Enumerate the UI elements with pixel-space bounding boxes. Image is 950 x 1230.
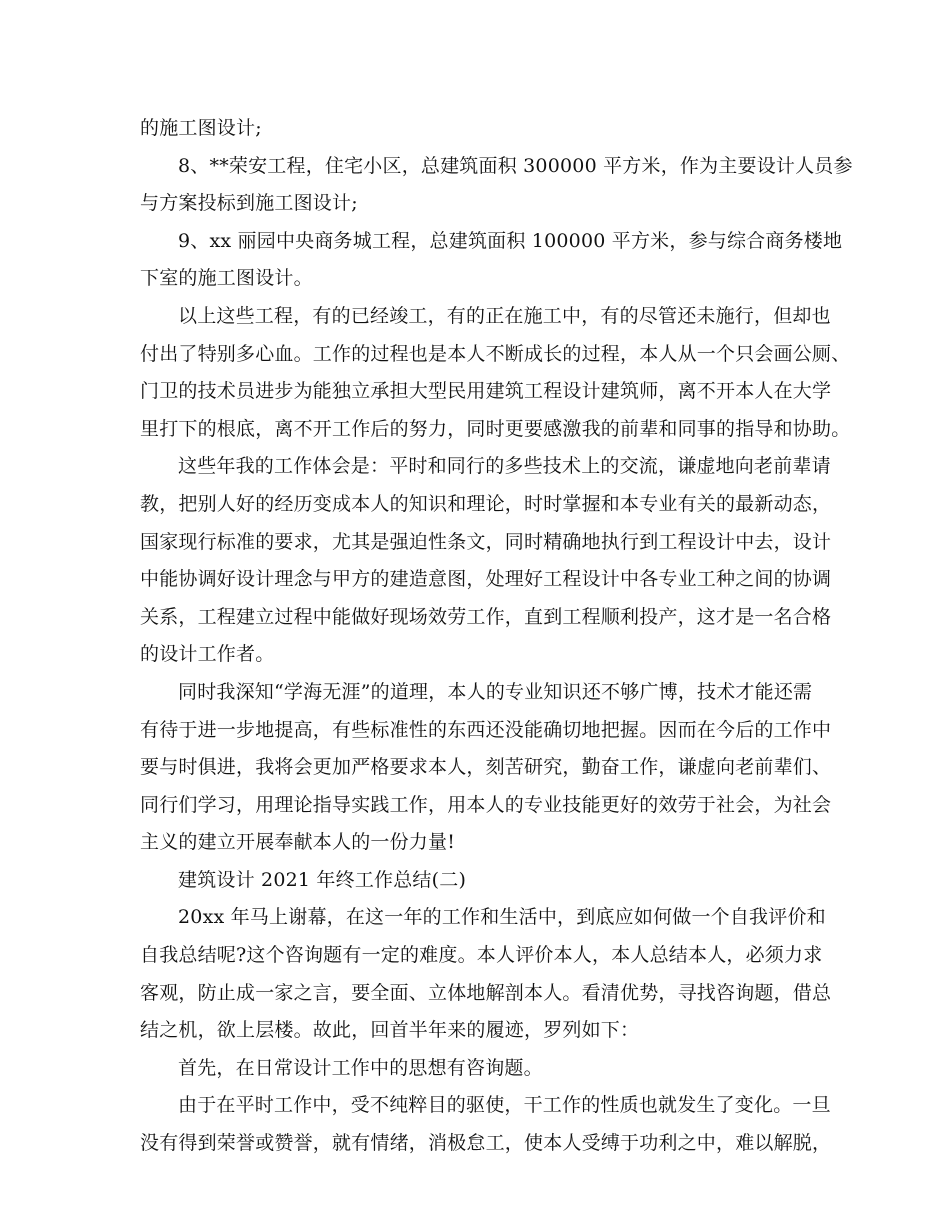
text-line: 以上这些工程，有的已经竣工，有的正在施工中，有的尽管还未施行，但却也 [178, 304, 831, 327]
text-line: 由于在平时工作中，受不纯粹目的驱使，干工作的性质也就发生了变化。一旦 [178, 1094, 831, 1117]
document-body [140, 110, 853, 1163]
text-line: 结之机，欲上层楼。故此，回首半年来的履迹，罗列如下： [140, 1019, 640, 1042]
text-line: 中能协调好设计理念与甲方的建造意图，处理好工程设计中各专业工种之间的协调 [140, 568, 832, 591]
text-line: 同行们学习，用理论指导实践工作，用本人的专业技能更好的效劳于社会，为社会 [140, 793, 832, 816]
text-line: 主义的建立开展奉献本人的一份力量! [140, 831, 456, 854]
text-line: 的设计工作者。 [140, 643, 275, 666]
text-line: 这些年我的工作体会是：平时和同行的多些技术上的交流，谦虚地向老前辈请 [178, 455, 831, 478]
text-line: 教，把别人好的经历变成本人的知识和理论，时时掌握和本专业有关的最新动态， [140, 492, 832, 515]
text-line: 的施工图设计; [140, 117, 262, 139]
text-line: 9、xx 丽园中央商务城工程，总建筑面积 100000 平方米，参与综合商务楼地 [178, 229, 843, 252]
text-line: 与方案投标到施工图设计; [140, 192, 358, 215]
text-line: 20xx 年马上谢幕，在这一年的工作和生活中，到底应如何做一个自我评价和 [178, 906, 826, 929]
text-line: 下室的施工图设计。 [140, 267, 313, 290]
text-line: 客观，防止成一家之言，要全面、立体地解剖本人。看清优势，寻找咨询题，借总 [140, 981, 832, 1004]
text-line: 门卫的技术员进步为能独立承担大型民用建筑工程设计建筑师，离不开本人在大学 [140, 380, 832, 403]
text-line: 没有得到荣誉或赞誉，就有情绪，消极怠工，使本人受缚于功利之中，难以解脱， [140, 1132, 832, 1155]
text-line: 关系，工程建立过程中能做好现场效劳工作，直到工程顺利投产，这才是一名合格 [140, 605, 832, 628]
text-line: 同时我深知“学海无涯”的道理，本人的专业知识还不够广博，技术才能还需 [178, 680, 813, 703]
text-line: 有待于进一步地提高，有些标准性的东西还没能确切地把握。因而在今后的工作中 [140, 718, 832, 741]
text-line: 自我总结呢?这个咨询题有一定的难度。本人评价本人，本人总结本人，必须力求 [140, 944, 823, 967]
text-line: 里打下的根底，离不开工作后的努力，同时更要感激我的前辈和同事的指导和协助。 [140, 417, 851, 440]
text-line: 建筑设计 2021 年终工作总结(二) [178, 868, 467, 891]
text-line: 付出了特别多心血。工作的过程也是本人不断成长的过程，本人从一个只会画公厕、 [140, 342, 851, 365]
text-line: 首先，在日常设计工作中的思想有咨询题。 [178, 1056, 543, 1079]
text-line: 国家现行标准的要求，尤其是强迫性条文，同时精确地执行到工程设计中去，设计 [140, 530, 832, 553]
text-line: 8、**荣安工程，住宅小区，总建筑面积 300000 平方米，作为主要设计人员参 [178, 154, 853, 177]
text-line: 要与时俱进，我将会更加严格要求本人，刻苦研究，勤奋工作，谦虚向老前辈们、 [140, 756, 832, 779]
